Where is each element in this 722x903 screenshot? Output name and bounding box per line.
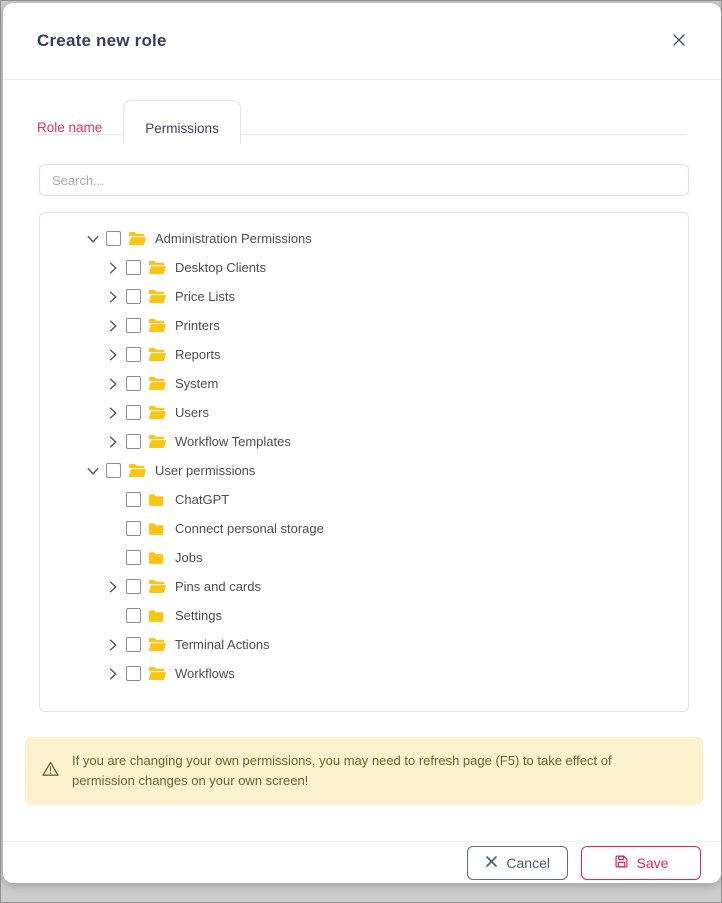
expand-chevron-icon[interactable] — [104, 433, 126, 451]
tree-item-label[interactable]: Workflow Templates — [175, 434, 291, 449]
tree-item-label[interactable]: Pins and cards — [175, 579, 261, 594]
tree-checkbox[interactable] — [126, 318, 141, 333]
tree-row[interactable] — [40, 485, 688, 514]
tree-row[interactable] — [40, 253, 688, 282]
search-input[interactable] — [39, 164, 689, 196]
close-x-icon — [670, 31, 688, 52]
tree-row[interactable] — [40, 543, 688, 572]
tree-item-label[interactable]: Users — [175, 405, 209, 420]
tree-item-label[interactable]: ChatGPT — [175, 492, 230, 507]
close-button[interactable] — [667, 29, 691, 53]
tree-row[interactable] — [40, 311, 688, 340]
tree-row[interactable] — [40, 340, 688, 369]
tree-checkbox[interactable] — [126, 289, 141, 304]
cancel-x-icon — [485, 855, 498, 871]
tree-item-label[interactable]: Desktop Clients — [175, 260, 267, 275]
tree-row[interactable] — [40, 572, 688, 601]
dialog-footer — [3, 842, 721, 883]
folder-open-icon — [128, 463, 146, 478]
tree-row[interactable] — [40, 630, 688, 659]
tree-item-label[interactable]: Printers — [175, 318, 220, 333]
tree-checkbox[interactable] — [126, 637, 141, 652]
tree-checkbox[interactable] — [106, 463, 121, 478]
tree-checkbox[interactable] — [126, 608, 141, 623]
create-role-dialog — [3, 3, 721, 883]
collapse-chevron-icon[interactable] — [84, 462, 106, 480]
folder-open-icon — [148, 260, 166, 275]
expand-chevron-icon[interactable] — [104, 288, 126, 306]
tree-item-label[interactable]: Connect personal storage — [175, 521, 324, 536]
folder-closed-icon — [148, 608, 166, 623]
warning-triangle-icon — [41, 760, 60, 783]
folder-closed-icon — [148, 521, 166, 536]
tree-row[interactable] — [40, 601, 688, 630]
tree-row[interactable] — [40, 514, 688, 543]
folder-open-icon — [148, 289, 166, 304]
folder-open-icon — [148, 666, 166, 681]
tree-checkbox[interactable] — [126, 521, 141, 536]
chevron-placeholder — [104, 549, 126, 567]
tree-checkbox[interactable] — [126, 347, 141, 362]
folder-open-icon — [148, 318, 166, 333]
tree-row[interactable] — [40, 427, 688, 456]
folder-open-icon — [148, 347, 166, 362]
save-button-label: Save — [636, 854, 669, 871]
expand-chevron-icon[interactable] — [104, 636, 126, 654]
cancel-button-label: Cancel — [506, 854, 550, 871]
folder-open-icon — [148, 434, 166, 449]
tree-row[interactable] — [40, 369, 688, 398]
tree-checkbox[interactable] — [126, 405, 141, 420]
warning-banner — [25, 737, 703, 805]
tree-item-label[interactable]: Workflows — [175, 666, 235, 681]
tree-checkbox[interactable] — [126, 492, 141, 507]
tree-row[interactable] — [40, 456, 688, 485]
warning-text: If you are changing your own permissions, you may need to refresh page (F5) to take effect of permission changes on your own screen! — [72, 753, 612, 789]
tree-checkbox[interactable] — [126, 434, 141, 449]
tree-row[interactable] — [40, 659, 688, 688]
folder-closed-icon — [148, 492, 166, 507]
expand-chevron-icon[interactable] — [104, 404, 126, 422]
tab-permissions[interactable]: Permissions — [123, 100, 241, 144]
chevron-placeholder — [104, 520, 126, 538]
tree-item-label[interactable]: Reports — [175, 347, 221, 362]
folder-open-icon — [148, 637, 166, 652]
tree-item-label[interactable]: Price Lists — [175, 289, 235, 304]
tree-checkbox[interactable] — [126, 550, 141, 565]
chevron-placeholder — [104, 491, 126, 509]
dialog-header — [3, 3, 721, 80]
folder-closed-icon — [148, 550, 166, 565]
tree-item-label[interactable]: System — [175, 376, 219, 391]
tree-checkbox[interactable] — [106, 231, 121, 246]
cancel-button[interactable] — [467, 846, 568, 880]
expand-chevron-icon[interactable] — [104, 259, 126, 277]
expand-chevron-icon[interactable] — [104, 665, 126, 683]
tree-item-label[interactable]: User permissions — [155, 463, 256, 478]
folder-open-icon — [148, 579, 166, 594]
collapse-chevron-icon[interactable] — [84, 230, 106, 248]
expand-chevron-icon[interactable] — [104, 346, 126, 364]
folder-open-icon — [128, 231, 146, 246]
folder-open-icon — [148, 405, 166, 420]
tab-role-name[interactable]: Role name — [37, 100, 123, 144]
chevron-placeholder — [104, 607, 126, 625]
tree-item-label[interactable]: Terminal Actions — [175, 637, 270, 652]
tree-item-label[interactable]: Settings — [175, 608, 222, 623]
tree-checkbox[interactable] — [126, 666, 141, 681]
tree-checkbox[interactable] — [126, 579, 141, 594]
tree-checkbox[interactable] — [126, 260, 141, 275]
save-button[interactable] — [581, 846, 701, 880]
dialog-title: Create new role — [37, 31, 167, 50]
expand-chevron-icon[interactable] — [104, 375, 126, 393]
tree-row[interactable] — [40, 282, 688, 311]
folder-open-icon — [148, 376, 166, 391]
permissions-tree — [39, 212, 689, 712]
tree-item-label[interactable]: Jobs — [175, 550, 203, 565]
tree-checkbox[interactable] — [126, 376, 141, 391]
tree-item-label[interactable]: Administration Permissions — [155, 231, 312, 246]
tree-row[interactable] — [40, 398, 688, 427]
dialog-tabs — [37, 100, 687, 144]
floppy-disk-icon — [614, 854, 629, 872]
tree-row[interactable] — [40, 224, 688, 253]
expand-chevron-icon[interactable] — [104, 578, 126, 596]
expand-chevron-icon[interactable] — [104, 317, 126, 335]
